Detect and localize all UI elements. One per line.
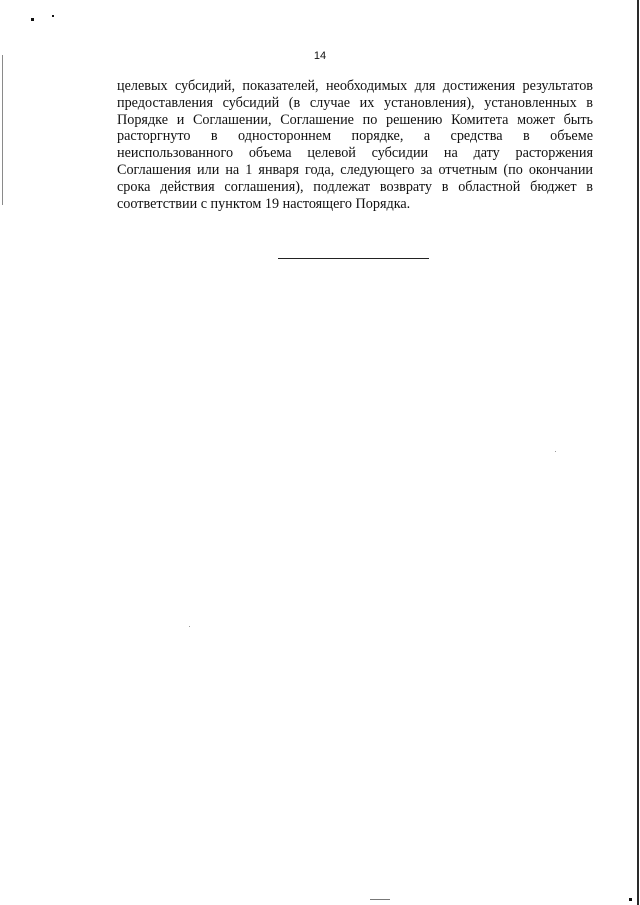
scan-bottom-mark xyxy=(370,899,390,900)
page-number: 14 xyxy=(313,50,327,62)
end-separator-line xyxy=(278,258,429,259)
scan-left-edge xyxy=(2,55,3,205)
scan-speck xyxy=(189,626,190,627)
scan-speck xyxy=(52,15,54,17)
scan-speck xyxy=(555,451,556,452)
scan-speck xyxy=(31,18,34,21)
body-paragraph: целевых субсидий, показателей, необходимых для достижения результатов предоставления субсидий (в случае их установления), установленных в Порядке и Соглашении, Соглашение по решению Комитета может быть расторгнуто в одностороннем порядке, а средства в объеме неиспользованного объема целевой субсидии на дату расторжения Соглашения или на 1 января года, следующего за отчетным (по окончании срока действия соглашения), подлежат возврату в областной бюджет в соответствии с пунктом 19 настоящего Порядка. xyxy=(117,78,593,212)
scan-speck xyxy=(629,898,632,901)
scan-right-edge xyxy=(637,0,639,905)
